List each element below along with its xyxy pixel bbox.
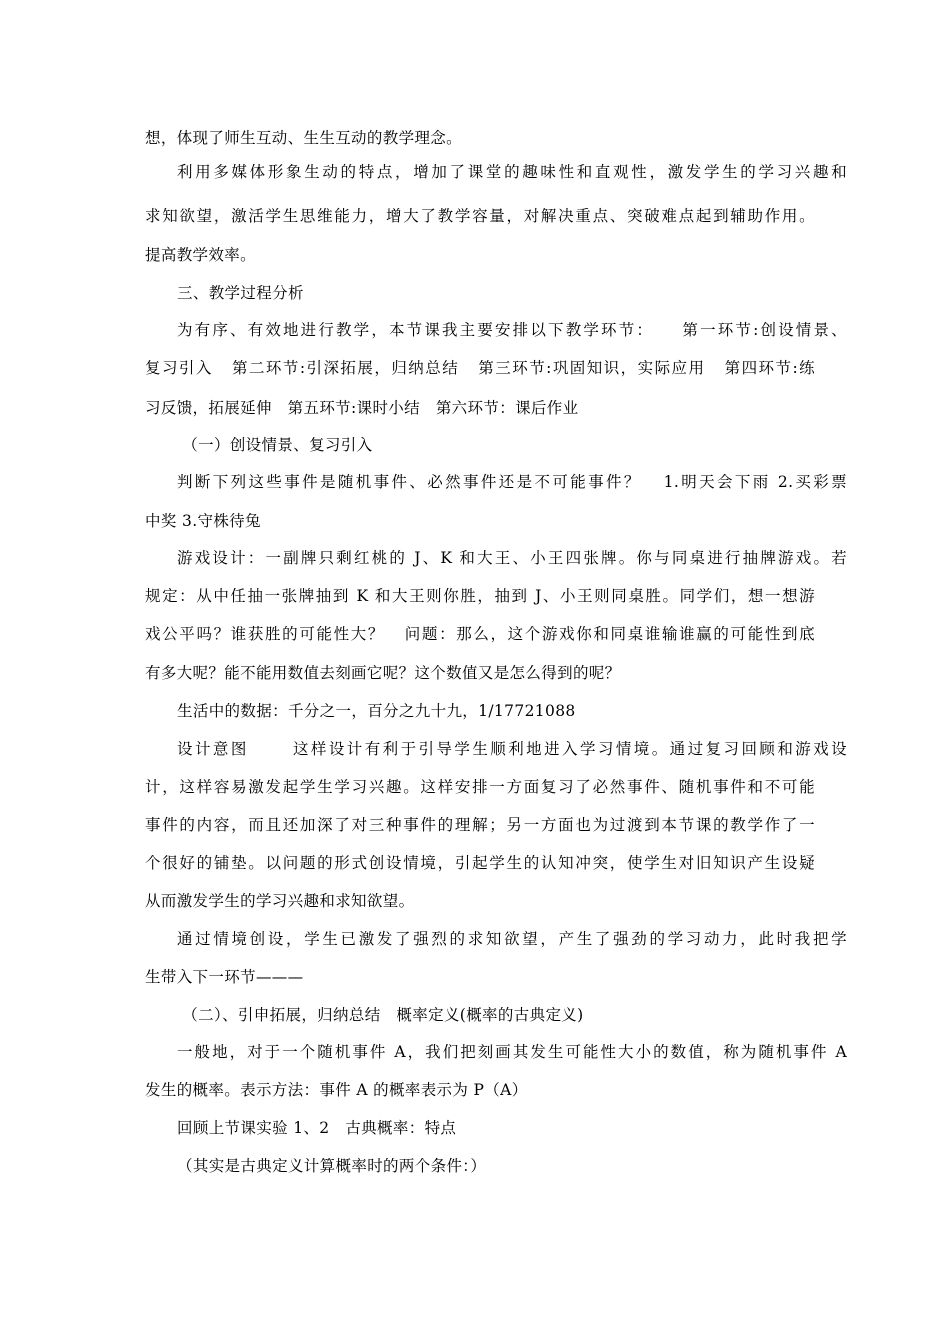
section-heading: 三、教学过程分析 — [177, 284, 304, 302]
text-line: 规定：从中任抽一张牌抽到 K 和大王则你胜，抽到 J、小王则同桌胜。同学们，想一想游 — [145, 587, 815, 605]
text-line: 个很好的铺垫。以问题的形式创设情境，引起学生的认知冲突，使学生对旧知识产生设疑 — [145, 854, 815, 872]
text-line: 生活中的数据：千分之一，百分之九十九，1/17721088 — [177, 702, 576, 720]
text-line: 计，这样容易激发起学生学习兴趣。这样安排一方面复习了必然事件、随机事件和不可能 — [145, 778, 815, 796]
text-line: 习反馈，拓展延伸 第五环节:课时小结 第六环节：课后作业 — [145, 399, 579, 417]
text-line: 有多大呢？能不能用数值去刻画它呢？这个数值又是怎么得到的呢？ — [145, 664, 621, 682]
text-line: 利用多媒体形象生动的特点，增加了课堂的趣味性和直观性，激发学生的学习兴趣和 — [177, 163, 847, 181]
text-line: 游戏设计：一副牌只剩红桃的 J、K 和大王、小王四张牌。你与同桌进行抽牌游戏。若 — [177, 549, 847, 567]
text-line: 从而激发学生的学习兴趣和求知欲望。 — [145, 892, 415, 910]
text-line: 回顾上节课实验 1、2 古典概率：特点 — [177, 1119, 457, 1137]
text-line: 发生的概率。表示方法：事件 A 的概率表示为 P（A） — [145, 1081, 528, 1099]
text-line: 中奖 3.守株待兔 — [145, 512, 261, 530]
subsection-heading: （一）创设情景、复习引入 — [177, 436, 373, 454]
subsection-heading: （二）、引申拓展，归纳总结 概率定义(概率的古典定义) — [177, 1006, 584, 1024]
text-line: 一般地，对于一个随机事件 A，我们把刻画其发生可能性大小的数值，称为随机事件 A — [177, 1043, 847, 1061]
text-line: 想，体现了师生互动、生生互动的教学理念。 — [145, 129, 463, 147]
text-line: 生带入下一环节——— — [145, 968, 304, 986]
text-line: 判断下列这些事件是随机事件、必然事件还是不可能事件？ 1.明天会下雨 2.买彩票 — [177, 473, 847, 491]
text-line: 求知欲望，激活学生思维能力，增大了教学容量，对解决重点、突破难点起到辅助作用。 — [145, 207, 815, 225]
text-line: 设计意图 这样设计有利于引导学生顺利地进入学习情境。通过复习回顾和游戏设 — [177, 740, 847, 758]
text-line: 提高教学效率。 — [145, 246, 256, 264]
text-line: （其实是古典定义计算概率时的两个条件：） — [177, 1157, 487, 1175]
text-line: 通过情境创设，学生已激发了强烈的求知欲望，产生了强劲的学习动力，此时我把学 — [177, 930, 847, 948]
text-line: 事件的内容，而且还加深了对三种事件的理解；另一方面也为过渡到本节课的教学作了一 — [145, 816, 815, 834]
text-line: 戏公平吗？谁获胜的可能性大？ 问题：那么，这个游戏你和同桌谁输谁赢的可能性到底 — [145, 625, 815, 643]
text-line: 为有序、有效地进行教学，本节课我主要安排以下教学环节： 第一环节:创设情景、 — [177, 321, 847, 339]
text-line: 复习引入 第二环节:引深拓展，归纳总结 第三环节:巩固知识，实际应用 第四环节:练 — [145, 359, 815, 377]
